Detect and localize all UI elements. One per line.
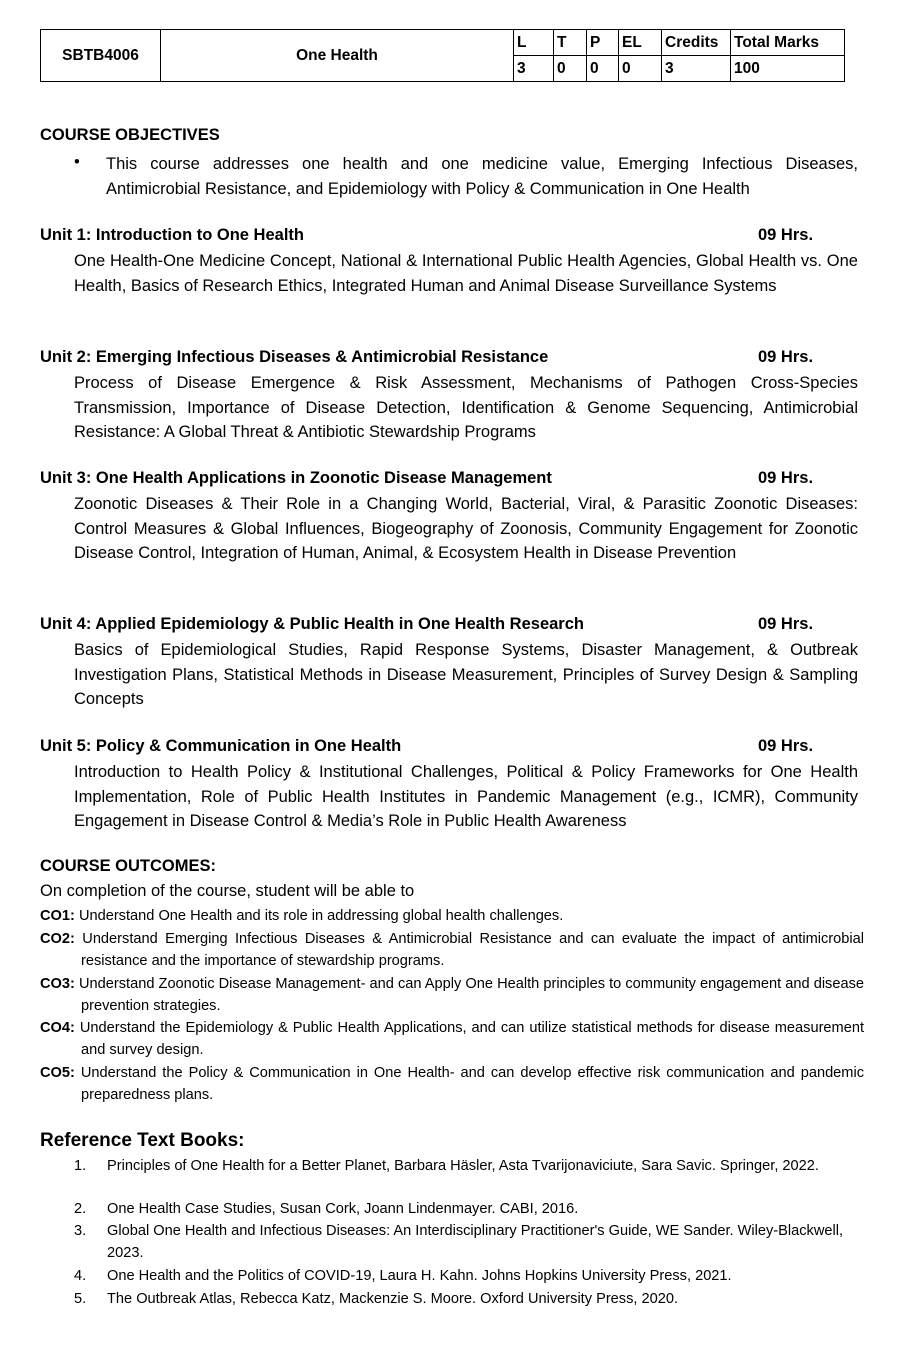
outcome-code: CO3: [40, 976, 75, 992]
col-total-marks-label: Total Marks [731, 30, 845, 56]
reference-number: 3. [74, 1223, 87, 1239]
outcome-code: CO1: [40, 908, 75, 924]
reference-text: One Health Case Studies, Susan Cork, Joann Lindenmayer. CABI, 2016. [107, 1201, 579, 1217]
outcome-text: Understand One Health and its role in addressing global health challenges. [78, 908, 564, 924]
unit-1-content: One Health-One Medicine Concept, National & International Public Health Agencies, Global Health vs. One Health, Basics of Research Ethics, Integrated Human and Animal Disease Surveillance Systems [74, 252, 858, 295]
unit-4-content: Basics of Epidemiological Studies, Rapid Response Systems, Disaster Management, & Outbreak Investigation Plans, Statistical Methods in Disease Measurement, Principles of Survey Design & Sampling Concepts [74, 641, 858, 708]
references-heading: Reference Text Books: [40, 1130, 245, 1151]
header-row [41, 30, 845, 56]
outcome-text: Understand the Policy & Communication in One Health- and can develop effective risk communication and pandemic preparedness plans. [80, 1065, 864, 1103]
course-name: One Health [161, 30, 514, 82]
objective-bullet-icon: • [74, 153, 80, 171]
outcomes-intro: On completion of the course, student will be able to [40, 882, 415, 900]
reference-text: Global One Health and Infectious Diseases: An Interdisciplinary Practitioner's Guide, WE Sander. Wiley-Blackwell, 2023. [107, 1223, 844, 1261]
unit-5-title: Unit 5: Policy & Communication in One Health [40, 737, 402, 755]
reference-number: 2. [74, 1201, 87, 1217]
outcome-text: Understand Zoonotic Disease Management- and can Apply One Health principles to community engagement and disease prevention strategies. [78, 976, 865, 1014]
reference-text: The Outbreak Atlas, Rebecca Katz, Mackenzie S. Moore. Oxford University Press, 2020. [107, 1291, 679, 1307]
outcome-item [40, 1018, 864, 1061]
reference-item [74, 1156, 864, 1178]
unit-4-hours: 09 Hrs. [758, 615, 814, 633]
outcome-code: CO2: [40, 931, 75, 947]
unit-1-title: Unit 1: Introduction to One Health [40, 226, 304, 244]
reference-number: 1. [74, 1158, 87, 1174]
outcome-item [40, 929, 864, 972]
col-credits-value: 3 [662, 56, 731, 82]
reference-text: Principles of One Health for a Better Planet, Barbara Häsler, Asta Tvarijonaviciute, Sara Savic. Springer, 2022. [107, 1158, 819, 1174]
outcome-item [40, 974, 864, 1017]
unit-4-title: Unit 4: Applied Epidemiology & Public Health in One Health Research [40, 615, 584, 633]
unit-3-hours: 09 Hrs. [758, 469, 814, 487]
course-code: SBTB4006 [41, 30, 161, 82]
col-t-value: 0 [554, 56, 587, 82]
outcomes-heading: COURSE OUTCOMES: [40, 857, 217, 875]
col-el-value: 0 [619, 56, 662, 82]
col-total-marks-value: 100 [731, 56, 845, 82]
col-l-value: 3 [514, 56, 554, 82]
objectives-heading: COURSE OBJECTIVES [40, 126, 220, 144]
outcome-item [40, 906, 864, 928]
col-p-label: P [587, 30, 619, 56]
outcome-item [40, 1063, 864, 1106]
col-p-value: 0 [587, 56, 619, 82]
unit-3-content: Zoonotic Diseases & Their Role in a Changing World, Bacterial, Viral, & Parasitic Zoonotic Diseases: Control Measures & Global Influences, Biogeography of Zoonosis, Community Engagement for Zoonotic Disease Control, Integration of Human, Animal, & Ecosystem Health in Disease Prevention [74, 495, 858, 562]
unit-1-hours: 09 Hrs. [758, 226, 814, 244]
outcome-text: Understand Emerging Infectious Diseases & Antimicrobial Resistance and can evaluate the impact of antimicrobial resistance and the importance of stewardship programs. [81, 931, 864, 969]
unit-2-title: Unit 2: Emerging Infectious Diseases & Antimicrobial Resistance [40, 348, 549, 366]
outcome-code: CO5: [40, 1065, 75, 1081]
unit-2-content: Process of Disease Emergence & Risk Assessment, Mechanisms of Pathogen Cross-Species Transmission, Importance of Disease Detection, Identification & Genome Sequencing, Antimicrobial Resistance: A Global Threat & Antibiotic Stewardship Programs [74, 374, 858, 441]
reference-item [74, 1289, 864, 1311]
reference-number: 4. [74, 1268, 87, 1284]
reference-text: One Health and the Politics of COVID-19, Laura H. Kahn. Johns Hopkins University Press, 2021. [107, 1268, 732, 1284]
col-el-label: EL [619, 30, 662, 56]
course-header-table [40, 29, 845, 82]
col-credits-label: Credits [662, 30, 731, 56]
reference-item [74, 1199, 864, 1221]
objective-text: This course addresses one health and one medicine value, Emerging Infectious Diseases, Antimicrobial Resistance, and Epidemiology with Policy & Communication in One Health [106, 155, 858, 198]
outcome-code: CO4: [40, 1020, 75, 1036]
reference-item [74, 1266, 864, 1288]
col-l-label: L [514, 30, 554, 56]
reference-number: 5. [74, 1291, 87, 1307]
unit-5-content: Introduction to Health Policy & Institutional Challenges, Political & Policy Frameworks for One Health Implementation, Role of Public Health Institutes in Pandemic Management (e.g., ICMR), Community Engagement in Disease Control & Media’s Role in Public Health Awareness [74, 763, 858, 830]
unit-2-hours: 09 Hrs. [758, 348, 814, 366]
col-t-label: T [554, 30, 587, 56]
unit-3-title: Unit 3: One Health Applications in Zoonotic Disease Management [40, 469, 552, 487]
unit-5-hours: 09 Hrs. [758, 737, 814, 755]
reference-item [74, 1221, 864, 1264]
outcome-text: Understand the Epidemiology & Public Health Applications, and can utilize statistical methods for disease measurement and survey design. [79, 1020, 864, 1058]
